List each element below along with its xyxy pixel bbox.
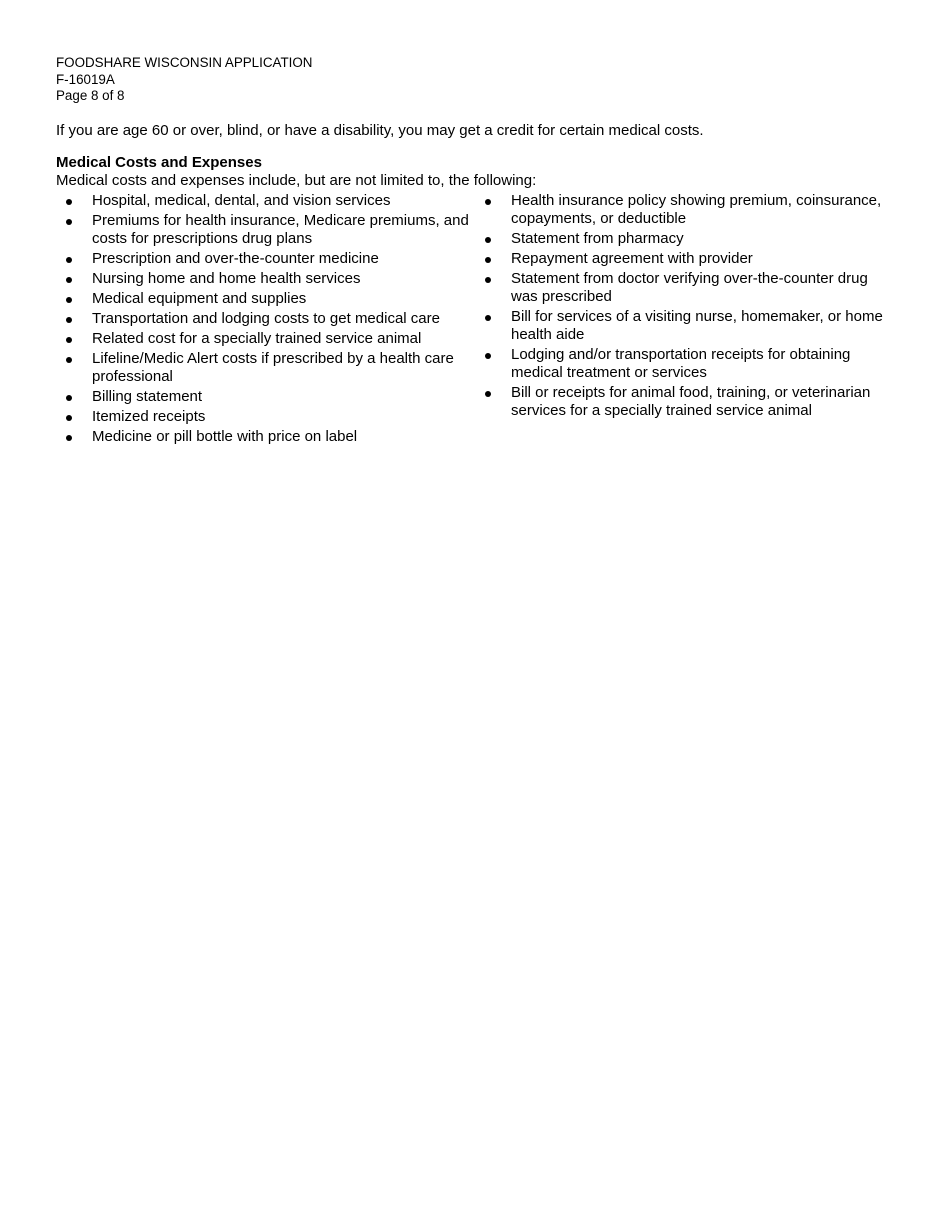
bullet-icon	[66, 337, 72, 343]
list-item: Repayment agreement with provider	[475, 250, 896, 268]
list-item: Bill or receipts for animal food, training, or veterinarian services for a specially trained service animal	[475, 384, 896, 420]
list-item: Hospital, medical, dental, and vision services	[56, 192, 475, 210]
list-item: Lodging and/or transportation receipts for obtaining medical treatment or services	[475, 346, 896, 382]
page-number: Page 8 of 8	[56, 88, 125, 103]
right-bullet-list	[475, 192, 896, 420]
bullet-icon	[485, 199, 491, 205]
list-item: Premiums for health insurance, Medicare premiums, and costs for prescriptions drug plans	[56, 212, 475, 248]
bullet-icon	[485, 277, 491, 283]
list-item: Lifeline/Medic Alert costs if prescribed by a health care professional	[56, 350, 475, 386]
bullet-icon	[66, 435, 72, 441]
section-subtitle: Medical costs and expenses include, but are not limited to, the following:	[56, 171, 537, 189]
list-item: Prescription and over-the-counter medicine	[56, 250, 475, 268]
bullet-icon	[66, 199, 72, 205]
bullet-icon	[66, 317, 72, 323]
form-number: F-16019A	[56, 71, 115, 87]
list-item: Related cost for a specially trained service animal	[56, 330, 475, 348]
bullet-icon	[485, 237, 491, 243]
list-item: Itemized receipts	[56, 408, 475, 426]
list-item: Transportation and lodging costs to get medical care	[56, 310, 475, 328]
left-bullet-list	[56, 192, 475, 446]
bullet-columns	[56, 192, 896, 448]
bullet-icon	[66, 415, 72, 421]
section-title: Medical Costs and Expenses	[56, 153, 262, 171]
list-item: Health insurance policy showing premium, coinsurance, copayments, or deductible	[475, 192, 896, 228]
bullet-icon	[485, 315, 491, 321]
bullet-icon	[485, 257, 491, 263]
list-item: Medicine or pill bottle with price on label	[56, 428, 475, 446]
list-item: Nursing home and home health services	[56, 270, 475, 288]
bullet-icon	[66, 357, 72, 363]
bullet-icon	[66, 219, 72, 225]
list-item: Statement from doctor verifying over-the-counter drug was prescribed	[475, 270, 896, 306]
bullet-icon	[66, 395, 72, 401]
bullet-icon	[66, 257, 72, 263]
bullet-icon	[485, 391, 491, 397]
bullet-icon	[66, 297, 72, 303]
form-header	[56, 55, 896, 105]
bullet-icon	[66, 277, 72, 283]
right-column	[475, 192, 896, 448]
list-item: Medical equipment and supplies	[56, 290, 475, 308]
list-item: Billing statement	[56, 388, 475, 406]
list-item: Statement from pharmacy	[475, 230, 896, 248]
left-column	[56, 192, 475, 448]
form-title: FOODSHARE WISCONSIN APPLICATION	[56, 55, 313, 70]
list-item: Bill for services of a visiting nurse, homemaker, or home health aide	[475, 308, 896, 344]
intro-text: If you are age 60 or over, blind, or have a disability, you may get a credit for certain medical costs.	[56, 121, 704, 139]
document-page	[56, 55, 896, 448]
bullet-icon	[485, 353, 491, 359]
